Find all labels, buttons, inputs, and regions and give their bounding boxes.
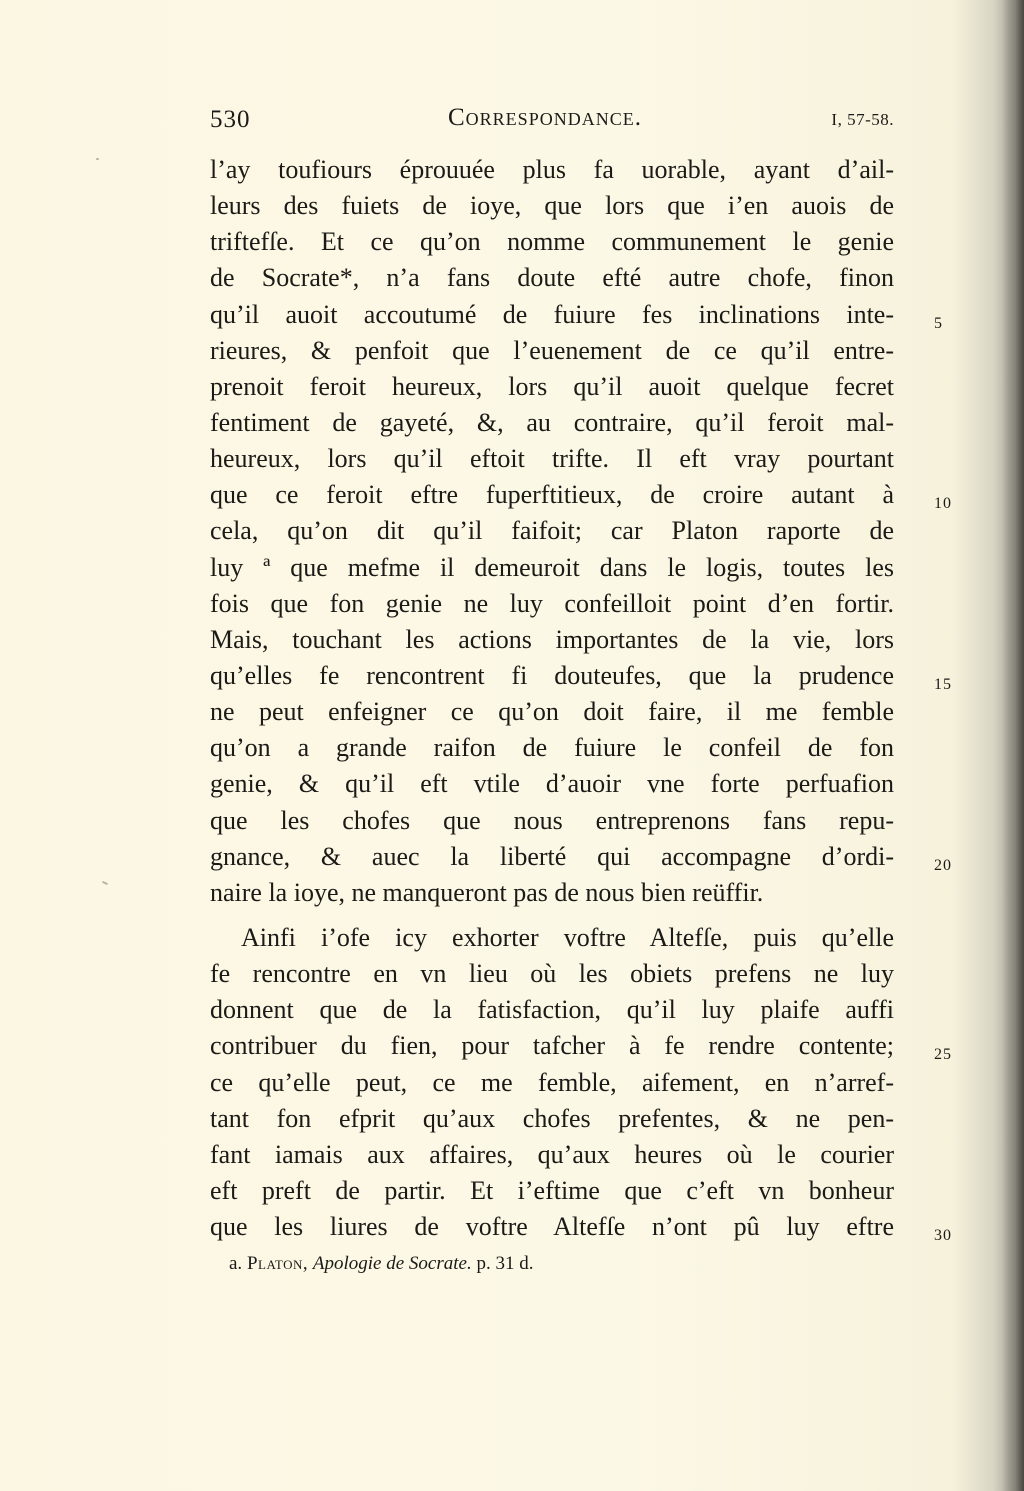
text-line bbox=[210, 260, 894, 296]
line-text: ce qu’elle peut, ce me femble, aifement, en n’arref- bbox=[210, 1067, 894, 1097]
footnote bbox=[229, 1253, 533, 1275]
text-line bbox=[210, 920, 894, 956]
page-edge-shadow bbox=[1002, 0, 1024, 1491]
text-line bbox=[210, 333, 894, 369]
line-text: que ce feroit eftre fuperftitieux, de croire autant à bbox=[210, 480, 894, 510]
line-text: contribuer du fien, pour tafcher à fe rendre contente; bbox=[210, 1031, 894, 1061]
text-line bbox=[210, 152, 894, 188]
line-text: gnance, & auec la liberté qui accompagne d’ordi- bbox=[210, 841, 894, 871]
text-line bbox=[210, 622, 894, 658]
text-line bbox=[210, 224, 894, 260]
footnote-marker: a. bbox=[229, 1253, 243, 1274]
line-text: fentiment de gayeté, &, au contraire, qu’il feroit mal- bbox=[210, 407, 894, 437]
line-text: ne peut enfeigner ce qu’on doit faire, il me femble bbox=[210, 697, 894, 727]
line-text: qu’il auoit accoutumé de fuiure fes inclinations inte- bbox=[210, 299, 894, 329]
text-line bbox=[210, 188, 894, 224]
line-text: heureux, lors qu’il eftoit trifte. Il eft vray pourtant bbox=[210, 444, 894, 474]
line-text: fant iamais aux affaires, qu’aux heures où le courier bbox=[210, 1139, 894, 1169]
line-text: naire la ioye, ne manqueront pas de nous bien reüffir. bbox=[210, 877, 764, 907]
line-number: 20 bbox=[934, 856, 952, 874]
footnote-page: p. 31 d. bbox=[476, 1253, 534, 1274]
text-line bbox=[210, 1137, 894, 1173]
line-number: 10 bbox=[934, 495, 952, 513]
text-line bbox=[210, 803, 894, 839]
text-line bbox=[210, 992, 894, 1028]
text-line bbox=[210, 297, 943, 333]
line-number: 15 bbox=[934, 675, 952, 693]
line-text: que les liures de voftre Altefſe n’ont pû luy eftre bbox=[210, 1212, 894, 1242]
letter-body bbox=[210, 152, 952, 1245]
line-text: Ainfi i’ofe icy exhorter voftre Altefſe, puis qu’elle bbox=[241, 922, 894, 952]
line-text: fe rencontre en vn lieu où les obiets prefens ne luy bbox=[210, 959, 894, 989]
text-line bbox=[210, 1065, 894, 1101]
line-text: prenoit feroit heureux, lors qu’il auoit quelque fecret bbox=[210, 371, 894, 401]
text-line bbox=[210, 513, 894, 549]
footnote-author: Platon, bbox=[246, 1253, 309, 1274]
line-text: que les chofes que nous entreprenons fans repu- bbox=[210, 805, 894, 835]
text-line bbox=[210, 1209, 952, 1245]
line-text: tant fon efprit qu’aux chofes prefentes, & ne pen- bbox=[210, 1103, 894, 1133]
text-line bbox=[210, 956, 894, 992]
line-text: de Socrate*, n’a fans doute efté autre chofe, finon bbox=[210, 263, 894, 293]
line-text: genie, & qu’il eft vtile d’auoir vne forte perfuafion bbox=[210, 769, 894, 799]
line-text: leurs des fuiets de ioye, que lors que i’en auois de bbox=[210, 191, 894, 221]
text-line bbox=[210, 550, 894, 586]
text-line bbox=[210, 694, 894, 730]
text-line bbox=[210, 1173, 894, 1209]
line-text: triftefſe. Et ce qu’on nomme communement le genie bbox=[210, 227, 894, 257]
text-line bbox=[210, 1028, 952, 1064]
line-text: eft preft de partir. Et i’eftime que c’eft vn bonheur bbox=[210, 1175, 894, 1205]
text-line bbox=[210, 766, 894, 802]
footnote-work: Apologie de Socrate. bbox=[312, 1253, 472, 1274]
line-text: rieures, & penfoit que l’euenement de ce qu’il entre- bbox=[210, 335, 894, 365]
volume-reference: I, 57-58. bbox=[831, 110, 894, 129]
text-line bbox=[210, 1101, 894, 1137]
text-line bbox=[210, 658, 952, 694]
line-text: luy ª que mefme il demeuroit dans le logis, toutes les bbox=[210, 552, 894, 582]
line-text: donnent que de la fatisfaction, qu’il luy plaife auffi bbox=[210, 995, 894, 1025]
running-header bbox=[210, 104, 894, 138]
line-text: fois que fon genie ne luy confeilloit point d’en fortir. bbox=[210, 588, 894, 618]
text-line bbox=[210, 369, 894, 405]
line-text: qu’on a grande raifon de fuiure le confeil de fon bbox=[210, 733, 894, 763]
running-title: Correspondance. bbox=[448, 104, 642, 131]
line-number: 30 bbox=[934, 1227, 952, 1245]
text-line bbox=[210, 839, 952, 875]
line-text: qu’elles fe rencontrent fi douteufes, que la prudence bbox=[210, 660, 894, 690]
text-line bbox=[210, 875, 894, 911]
text-line bbox=[210, 441, 894, 477]
line-number: 5 bbox=[934, 314, 943, 332]
text-line bbox=[210, 730, 894, 766]
text-line bbox=[210, 586, 894, 622]
line-number: 25 bbox=[934, 1046, 952, 1064]
page-number: 530 bbox=[210, 106, 251, 133]
text-line bbox=[210, 477, 952, 513]
line-text: l’ay toufiours éprouuée plus fa uorable, ayant d’ail- bbox=[210, 155, 894, 184]
text-line bbox=[210, 405, 894, 441]
line-text: Mais, touchant les actions importantes de la vie, lors bbox=[210, 624, 894, 654]
line-text: cela, qu’on dit qu’il faifoit; car Platon raporte de bbox=[210, 516, 894, 546]
paper-speck bbox=[96, 158, 99, 160]
